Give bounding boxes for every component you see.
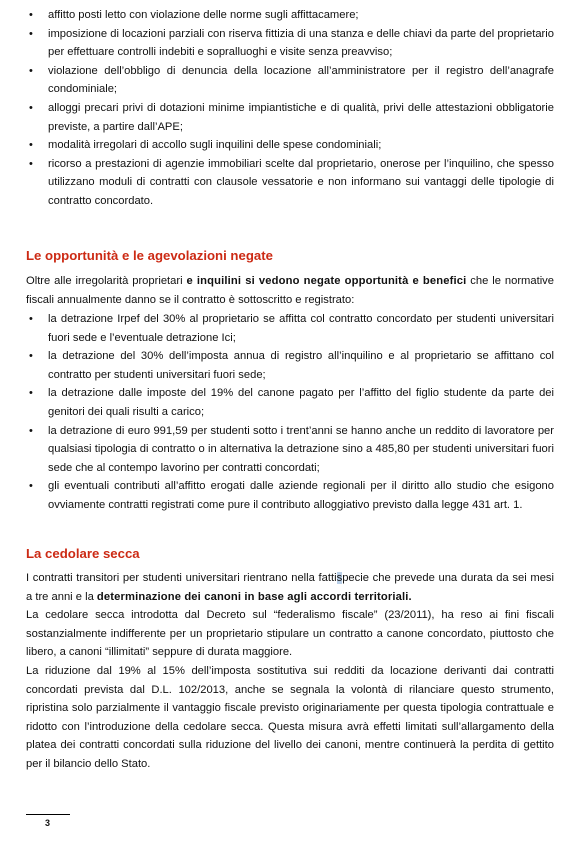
irregularities-list [26, 6, 554, 211]
page-number: 3 [45, 818, 51, 828]
cedolare-paragraph-3: La riduzione dal 19% al 15% dell’imposta sostitutiva sui redditi da locazione derivanti dai contratti concordati prevista dal D.L. 102/2013, anche se segnala la volontà di rilanciare questo strumento, ripristina solo parzialmente il vantaggio fiscale previsto originariamente per questa tipologia contrattuale e ridotto con l’introduzione della cedolare secca. Questa misura avrà effetti limitati sull’allargamento della platea dei contratti concordati sulla riduzione del livello dei canoni, mentre continuerà la perdita di gettito per il bilancio dello Stato. [26, 665, 554, 770]
list-item: • imposizione di locazioni parziali con riserva fittizia di una stanza e delle chiavi da parte del proprietario per effettuare controlli indebiti e sopralluoghi e visite senza preavviso; [26, 25, 554, 62]
list-item: • gli eventuali contributi all’affitto erogati dalle aziende regionali per il diritto allo studio che esigono ovviamente contratti registrati come pure il contributo alloggiativo previsto dalla legge 431 art. 1. [26, 477, 554, 514]
benefits-list [26, 310, 554, 515]
list-item: • alloggi precari privi di dotazioni minime impiantistiche e di qualità, privi delle attestazioni obbligatorie previste, a partire dall’APE; [26, 99, 554, 136]
intro-text: Oltre alle irregolarità proprietari [26, 275, 187, 287]
section-title-opportunities: Le opportunità e le agevolazioni negate [26, 248, 273, 263]
cedolare-paragraph-2: La cedolare secca introdotta dal Decreto sul “federalismo fiscale” (23/2011), ha reso ai fini fiscali sostanzialmente indifferente per un proprietario stipulare un contratto a canone concordato, piuttosto che libero, a canoni “illimitati” seppure di durata maggiore. [26, 609, 554, 659]
list-item: • ricorso a prestazioni di agenzie immobiliari scelte dal proprietario, onerose per l’inquilino, che spesso utilizzano moduli di contratti con clausole vessatorie e non informano sui vantaggi delle tipologie di contratto concordato. [26, 155, 554, 211]
section-title-cedolare: La cedolare secca [26, 546, 140, 561]
text-selection-highlight[interactable]: s [336, 572, 343, 584]
list-item: • modalità irregolari di accollo sugli inquilini delle spese condominiali; [26, 136, 554, 155]
intro-text-end: che le normative fiscali annualmente danno se il contratto è sottoscritto e registrato: [26, 275, 554, 306]
p1-bold-text: determinazione dei canoni in base agli accordi territoriali. [96, 590, 412, 603]
intro-bold-text: e inquilini si vedono negate opportunità e benefici [186, 275, 467, 287]
list-item: • violazione dell’obbligo di denuncia della locazione all’amministratore per il registro dell’anagrafe condominiale; [26, 62, 554, 99]
p1-text: I contratti transitori per studenti universitari rientrano nella fatti [26, 572, 337, 584]
footer-rule [26, 814, 70, 815]
list-item: • la detrazione Irpef del 30% al proprietario se affitta col contratto concordato per studenti universitari fuori sede e l’eventuale detrazione Ici; [26, 310, 554, 347]
opportunities-intro [26, 272, 554, 309]
p1-text-mid: pecie che prevede una durata da sei mesi a tre anni e la [26, 572, 555, 603]
list-item: • affitto posti letto con violazione delle norme sugli affittacamere; [26, 6, 554, 25]
list-item: • la detrazione dalle imposte del 19% del canone pagato per l’affitto del figlio studente da parte dei genitori dei quali risulti a carico; [26, 384, 554, 421]
cedolare-paragraph-1 [26, 569, 554, 606]
list-item: • la detrazione di euro 991,59 per studenti sotto i trent’anni se hanno anche un reddito di lavoratore per qualsiasi tipologia di contratto o in alternativa la detrazione sino a 485,80 per studenti universitari fuori sede che al contempo lavorino per contratti concordati; [26, 422, 554, 478]
list-item: • la detrazione del 30% dell’imposta annua di registro all’inquilino e al proprietario se affittano col contratto per studenti universitari fuori sede; [26, 347, 554, 384]
